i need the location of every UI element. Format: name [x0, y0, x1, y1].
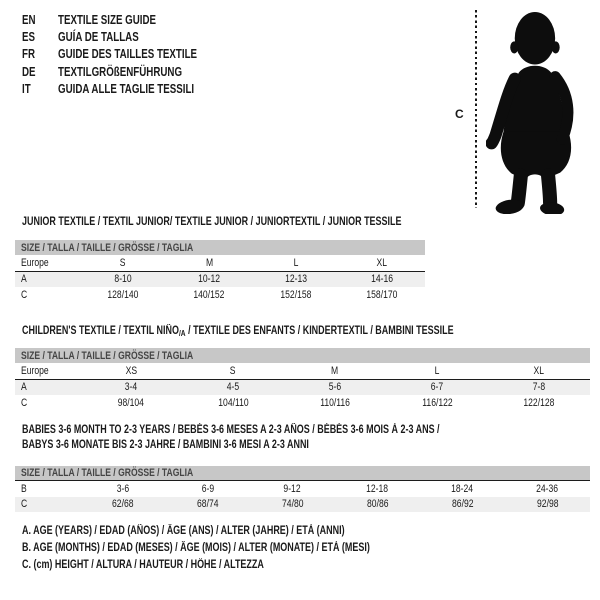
junior-size-table — [15, 240, 425, 303]
value-cell: 8-10 — [114, 273, 132, 286]
value-cell: 98/104 — [117, 396, 145, 409]
junior-table-title — [22, 216, 508, 228]
value-cell: 74/80 — [281, 498, 304, 511]
height-marker-label: C — [455, 107, 464, 121]
size-cell: L — [293, 256, 299, 269]
value-cell: 62/68 — [111, 498, 134, 511]
value-cell: 9-12 — [283, 482, 302, 495]
age-row — [15, 272, 425, 288]
age-months-row — [15, 481, 590, 497]
value-cell: 158/170 — [366, 288, 398, 301]
size-header-text: SIZE / TALLA / TAILLE / GRÖSSE / TAGLIA — [21, 241, 194, 254]
value-cell: 12-18 — [366, 482, 389, 495]
value-cell: 152/158 — [280, 288, 312, 301]
measurement-legend — [22, 525, 468, 577]
language-row — [22, 63, 236, 80]
age-row — [15, 380, 590, 396]
row-label: C — [21, 396, 28, 409]
value-cell: 18-24 — [451, 482, 474, 495]
value-cell: 116/122 — [421, 396, 453, 409]
size-header-bar — [15, 348, 590, 363]
value-cell: 24-36 — [536, 482, 559, 495]
region-row — [15, 255, 425, 272]
language-label: TEXTILE SIZE GUIDE — [58, 12, 157, 27]
language-row — [22, 81, 236, 98]
children-size-table — [15, 348, 590, 411]
legend-height: C. (cm) HEIGHT / ALTURA / HAUTEUR / HÖHE / ALTEZZA — [22, 559, 264, 572]
value-cell: 122/128 — [523, 396, 555, 409]
size-cell: XL — [376, 256, 388, 269]
height-dashed-line — [475, 10, 477, 208]
language-code: ES — [22, 30, 36, 45]
size-header-text: SIZE / TALLA / TAILLE / GRÖSSE / TAGLIA — [21, 349, 194, 362]
language-label: GUIDA ALLE TAGLIE TESSILI — [58, 82, 195, 97]
value-cell: 3-6 — [116, 482, 129, 495]
value-cell: 68/74 — [196, 498, 219, 511]
language-list — [22, 11, 236, 98]
height-row — [15, 497, 590, 513]
value-cell: 80/86 — [366, 498, 389, 511]
value-cell: 86/92 — [451, 498, 474, 511]
value-cell: 5-6 — [328, 381, 342, 394]
size-cell: S — [120, 256, 126, 269]
size-cell: M — [331, 364, 339, 377]
size-header-bar — [15, 240, 425, 255]
value-cell: 3-4 — [124, 381, 138, 394]
language-code: FR — [22, 47, 36, 62]
row-label: Europe — [21, 364, 49, 377]
subscript-a: /A — [178, 328, 186, 338]
language-code: DE — [22, 64, 36, 79]
babies-table-title — [22, 423, 557, 453]
value-cell: 110/116 — [320, 396, 350, 409]
size-cell: M — [205, 256, 213, 269]
size-cell: S — [230, 364, 236, 377]
language-row — [22, 11, 236, 28]
legend-age-years: A. AGE (YEARS) / EDAD (AÑOS) / ÂGE (ANS) / ALTER (JAHRE) / ETÀ (ANNI) — [22, 525, 345, 537]
value-cell: 6-9 — [201, 482, 214, 495]
babies-size-table — [15, 466, 590, 512]
value-cell: 128/140 — [107, 288, 139, 301]
language-label: GUÍA DE TALLAS — [58, 30, 139, 45]
language-row — [22, 28, 236, 45]
size-cell: XS — [125, 364, 137, 377]
row-label: Europe — [21, 256, 49, 269]
height-row — [15, 287, 425, 303]
children-table-title-text: CHILDREN'S TEXTILE / TEXTIL NIÑO/A / TEXTILE DES ENFANTS / KINDERTEXTIL / BAMBINI TESSILE — [22, 325, 454, 338]
value-cell: 92/98 — [536, 498, 559, 511]
row-label: C — [21, 498, 28, 511]
size-header-bar — [15, 466, 590, 481]
value-cell: 104/110 — [217, 396, 249, 409]
value-cell: 10-12 — [198, 273, 221, 286]
language-code: IT — [22, 82, 31, 97]
value-cell: 6-7 — [430, 381, 444, 394]
row-label: B — [21, 482, 27, 495]
language-label: GUIDE DES TAILLES TEXTILE — [58, 47, 198, 62]
row-label: A — [21, 381, 27, 394]
language-code: EN — [22, 12, 36, 27]
babies-table-title-line1: BABIES 3-6 MONTH TO 2-3 YEARS / BEBÉS 3-6 MESES A 2-3 AÑOS / BÉBÉS 3-6 MOIS À 2-3 ANS / — [22, 424, 440, 436]
value-cell: 12-13 — [284, 273, 307, 286]
toddler-silhouette-icon — [486, 8, 594, 214]
height-row — [15, 395, 590, 411]
value-cell: 7-8 — [532, 381, 546, 394]
row-label: A — [21, 273, 27, 286]
value-cell: 140/152 — [193, 288, 225, 301]
children-table-title — [22, 325, 575, 338]
size-cell: L — [434, 364, 440, 377]
language-label: TEXTILGRÖßENFÜHRUNG — [58, 64, 183, 79]
legend-age-months: B. AGE (MONTHS) / EDAD (MESES) / ÂGE (MOIS) / ALTER (MONATE) / ETÀ (MESI) — [22, 542, 370, 555]
value-cell: 4-5 — [226, 381, 240, 394]
size-header-text: SIZE / TALLA / TAILLE / GRÖSSE / TAGLIA — [21, 467, 194, 479]
size-cell: XL — [533, 364, 545, 377]
language-row — [22, 46, 236, 63]
row-label: C — [21, 288, 28, 301]
region-row — [15, 363, 590, 380]
babies-table-title-line2: BABYS 3-6 MONATE BIS 2-3 JAHRE / BAMBINI 3-6 MESI A 2-3 ANNI — [22, 438, 309, 451]
junior-table-title-text: JUNIOR TEXTILE / TEXTIL JUNIOR/ TEXTILE JUNIOR / JUNIORTEXTIL / JUNIOR TESSILE — [22, 216, 402, 228]
value-cell: 14-16 — [370, 273, 393, 286]
